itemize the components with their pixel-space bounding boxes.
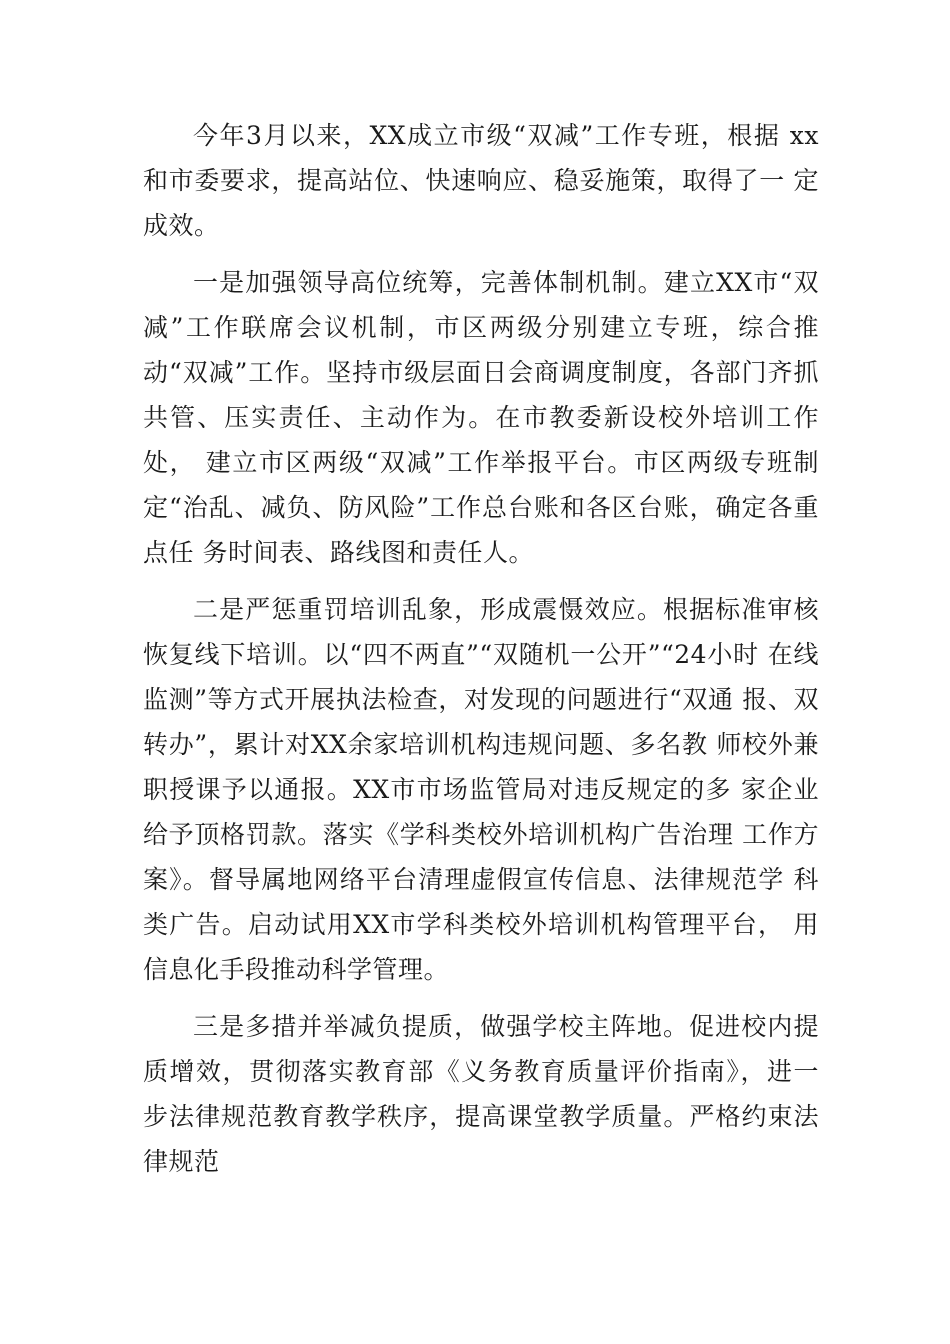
paragraph-quality: 三是多措并举减负提质，做强学校主阵地。促进校内提 质增效，贯彻落实教育部《义务教育质量评价指南》，进一 步法律规范教育教学秩序，提高课堂教学质量。严格约束法律规范: [143, 1012, 819, 1176]
paragraph-enforcement: 二是严惩重罚培训乱象，形成震慑效应。根据标准审核 恢复线下培训。以“四不两直”“双随机一公开”“24小时 在线监测”等方式开展执法检查，对发现的问题进行“双通 报、双转办”，累计对XX余家培训机构违规问题、多名教 师校外兼职授课予以通报。XX市市场监管局对违反规定的多 家企业给予顶格罚款。落实《学科类校外培训机构广告治理 工作方案》。督导属地网络平台清理虚假宣传信息、法律规范学 科类广告。启动试用XX市学科类校外培训机构管理平台， 用信息化手段推动科学管理。: [143, 595, 819, 984]
paragraph-leadership: 一是加强领导高位统筹，完善体制机制。建立XX市“双减”工作联席会议机制，市区两级分别建立专班，综合推动“双减”工作。坚持市级层面日会商调度制度，各部门齐抓 共管、压实责任、主动作为。在市教委新设校外培训工作处， 建立市区两级“双减”工作举报平台。市区两级专班制定“治乱、减负、防风险”工作总台账和各区台账，确定各重点任 务时间表、路线图和责任人。: [143, 268, 819, 567]
paragraph-intro: 今年3月以来，XX成立市级“双减”工作专班，根据 xx和市委要求，提高站位、快速响应、稳妥施策，取得了一 定成效。: [143, 121, 819, 240]
document-body: [143, 113, 819, 1196]
